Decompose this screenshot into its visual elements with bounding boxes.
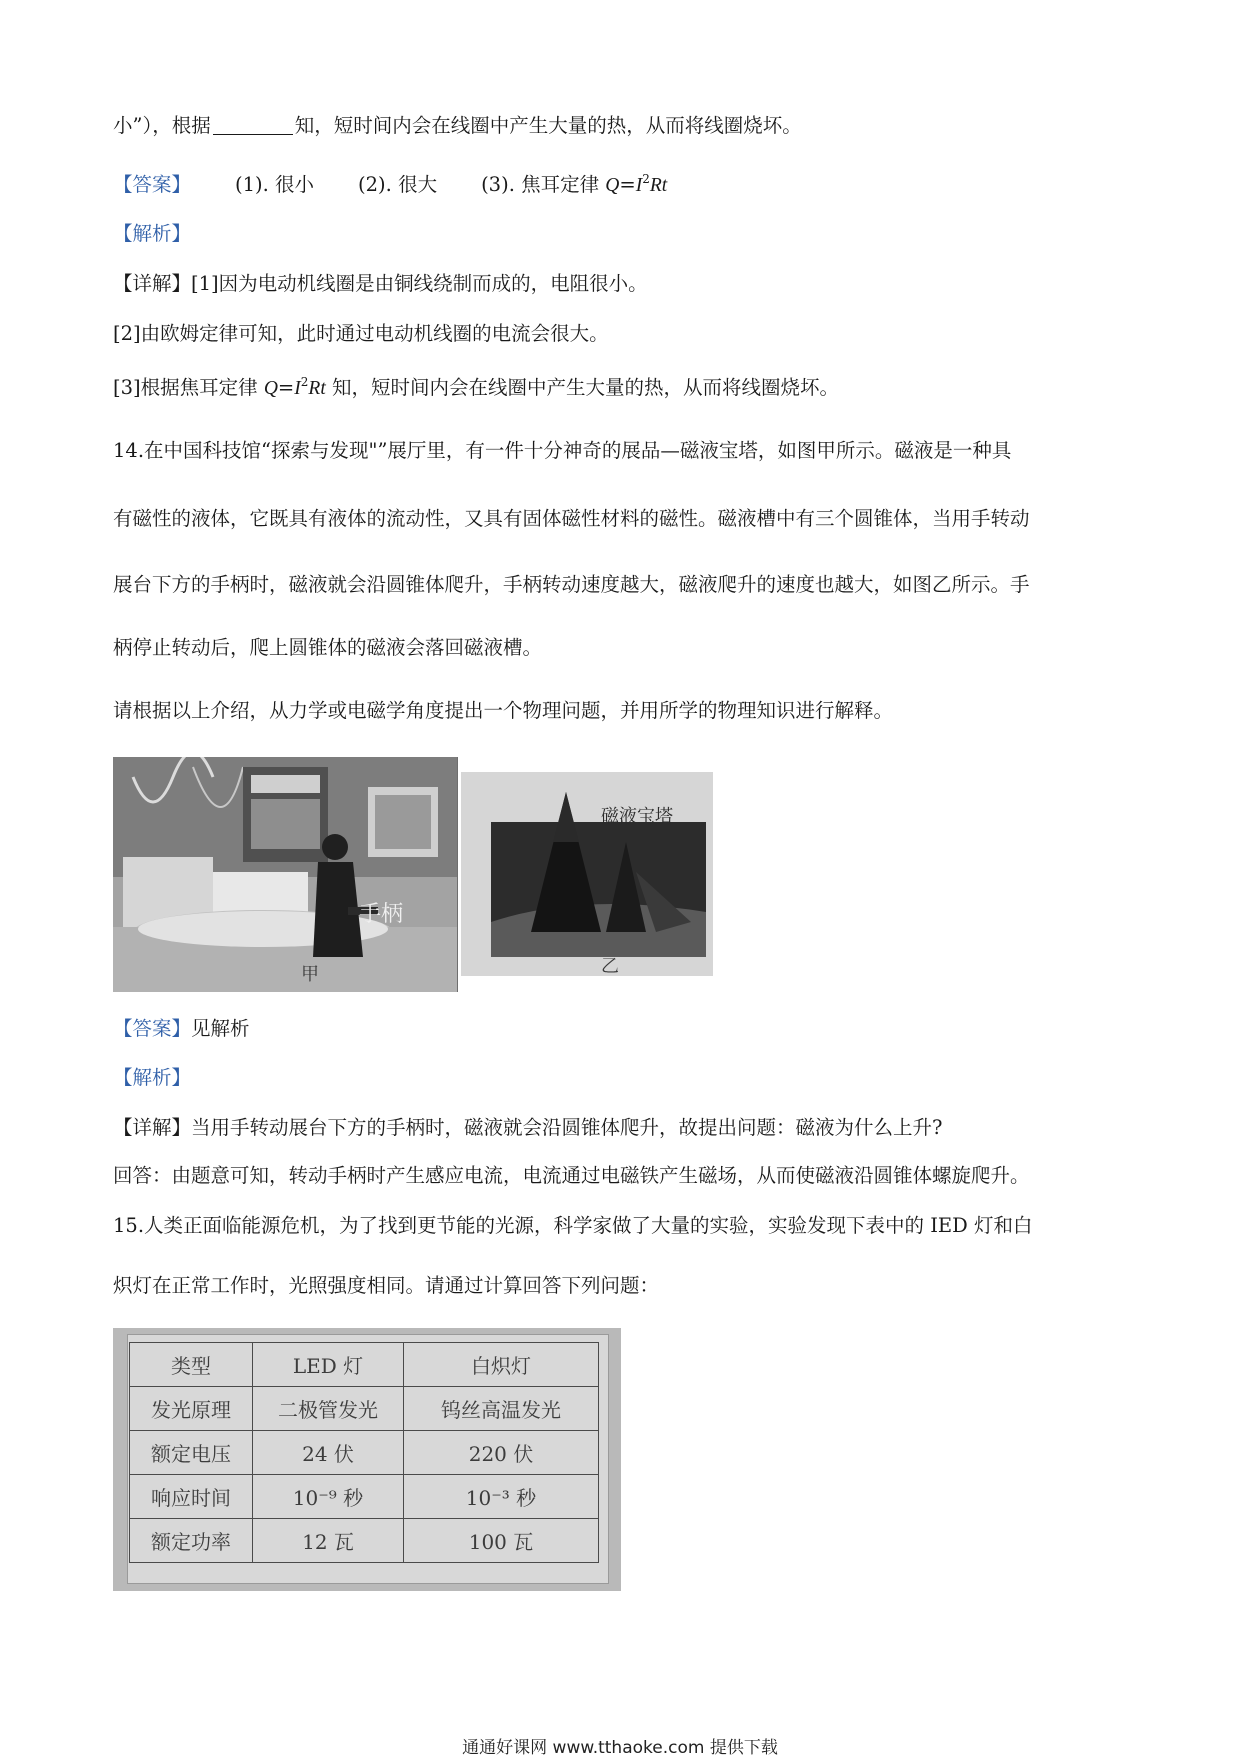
formula-i: I [294,378,301,399]
handle-label: 手柄 [359,902,404,927]
ferrofluid-tower-image [461,772,713,976]
table-cell: 10⁻⁹ 秒 [253,1475,404,1519]
text: 知，短时间内会在线圈中产生大量的热，从而将线圈烧坏。 [294,114,802,137]
detail-tag: 【详解】 [113,1116,192,1139]
answer-blank [213,114,293,135]
formula-q: Q [605,175,620,196]
exhibit-scene-image [113,757,457,992]
tower-label: 磁液宝塔 [601,806,673,827]
q14-line-3: 展台下方的手柄时，磁液就会沿圆锥体爬升，手柄转动速度越大，磁液爬升的速度也越大，如图乙所示。手 [113,573,1030,596]
q14-reply: 回答：由题意可知，转动手柄时产生感应电流，电流通过电磁铁产生磁场，从而使磁液沿圆锥体螺旋爬升。 [113,1164,1030,1187]
answer-tag: 【答案】 [113,1017,192,1040]
q13-answer-line [113,171,667,200]
q15-line-2: 炽灯在正常工作时，光照强度相同。请通过计算回答下列问题： [113,1274,660,1297]
formula-eq: = [277,376,295,399]
q14-line-4: 柄停止转动后，爬上圆锥体的磁液会落回磁液槽。 [113,636,543,659]
answer-text: 见解析 [191,1017,250,1040]
figure-jia-caption: 甲 [301,964,319,985]
table-cell: 额定功率 [130,1519,253,1563]
text: 小”），根据 [113,114,211,137]
answer-tag: 【答案】 [113,173,192,196]
table-row [130,1343,599,1387]
formula-q: Q [263,378,278,399]
table-cell: 24 伏 [253,1431,404,1475]
q14-line-2: 有磁性的液体，它既具有液体的流动性，又具有固体磁性材料的磁性。磁液槽中有三个圆锥体，当用手转动 [113,507,1030,530]
formula-exp: 2 [300,375,309,389]
text: 当用手转动展台下方的手柄时，磁液就会沿圆锥体爬升，故提出问题：磁液为什么上升? [191,1116,943,1139]
table-row [130,1475,599,1519]
table-cell: 白炽灯 [404,1343,599,1387]
table-row [130,1431,599,1475]
q14-analysis-tag: 【解析】 [113,1066,192,1089]
q14-detail [113,1114,942,1142]
q13-analysis-tag: 【解析】 [113,222,192,245]
answer-2: (2). 很大 [358,173,438,196]
formula-rt: Rt [649,175,668,196]
table-cell: 响应时间 [130,1475,253,1519]
text: [3]根据焦耳定律 [113,376,264,399]
table-cell: 12 瓦 [253,1519,404,1563]
q13-detail-1 [113,270,648,298]
q14-line-1: 14.在中国科技馆“探索与发现"”展厅里，有一件十分神奇的展品—磁液宝塔，如图甲所示。磁液是一种具 [113,439,1012,462]
page-footer: 通通好课网 www.tthaoke.com 提供下载 [462,1738,778,1758]
q13-detail-3 [113,374,839,403]
q15-line-1: 15.人类正面临能源危机，为了找到更节能的光源，科学家做了大量的实验，实验发现下表中的 IED 灯和白 [113,1214,1033,1237]
table-cell: 类型 [130,1343,253,1387]
table-cell: LED 灯 [253,1343,404,1387]
figure-jia-photo [113,757,458,992]
detail-tag: 【详解】 [113,272,192,295]
table-cell: 二极管发光 [253,1387,404,1431]
table-cell: 10⁻³ 秒 [404,1475,599,1519]
table-cell: 发光原理 [130,1387,253,1431]
q13-blank-line [113,112,802,140]
text: 知，短时间内会在线圈中产生大量的热，从而将线圈烧坏。 [325,376,839,399]
table-row [130,1519,599,1563]
answer-3 [481,171,667,200]
table-cell: 钨丝高温发光 [404,1387,599,1431]
q14-answer-line [113,1015,250,1043]
table-cell: 220 伏 [404,1431,599,1475]
answer-1: (1). 很小 [235,173,315,196]
answer-3-label: (3). 焦耳定律 [481,173,606,196]
formula-rt: Rt [308,378,326,399]
figure-yi-caption: 乙 [601,956,619,976]
q13-detail-2: [2]由欧姆定律可知，此时通过电动机线圈的电流会很大。 [113,322,609,345]
table-cell: 额定电压 [130,1431,253,1475]
figure-yi-photo [461,772,713,976]
table-row [130,1387,599,1431]
table-cell: 100 瓦 [404,1519,599,1563]
formula-exp: 2 [642,172,650,186]
q14-prompt: 请根据以上介绍，从力学或电磁学角度提出一个物理问题，并用所学的物理知识进行解释。 [113,699,894,722]
lamp-comparison-table-photo [113,1328,621,1591]
formula-eq: = [619,173,636,196]
lamp-comparison-table [129,1342,599,1563]
text: [1]因为电动机线圈是由铜线绕制而成的，电阻很小。 [191,272,648,295]
formula-i: I [635,175,643,196]
